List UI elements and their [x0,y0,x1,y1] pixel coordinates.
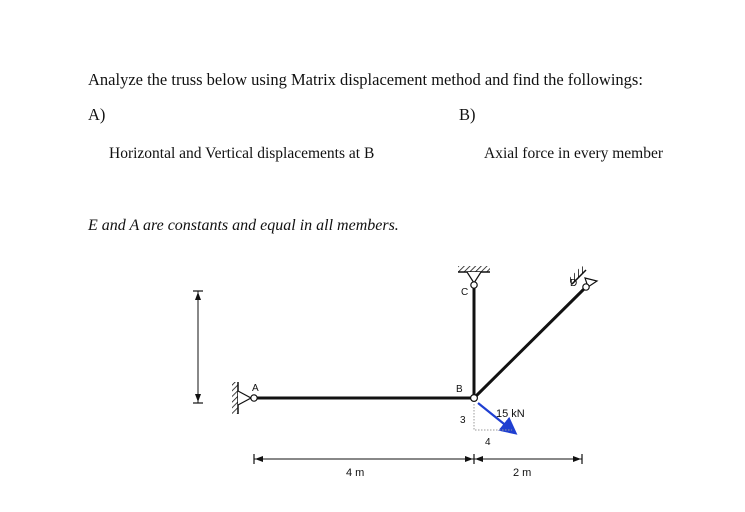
part-b-text: Axial force in every member [484,145,664,162]
material-note: E and A are constants and equal in all members. [88,217,399,234]
node-label-b: B [456,384,463,395]
right-span-label: 2 m [513,467,532,479]
load-label: 15 kN [496,408,525,420]
node-label-c: C [461,287,469,298]
load-ratio-vertical: 3 [460,415,466,426]
part-b-label: B) [459,105,476,124]
pin-support-c [458,266,490,288]
node-label-d: D [570,278,578,289]
height-dimension [193,291,203,403]
joint-b [471,395,478,402]
member-bd [474,287,586,398]
left-span-label: 4 m [346,467,365,479]
part-a-label: A) [88,105,106,124]
node-label-a: A [252,383,259,394]
part-a-text: Horizontal and Vertical displacements at B [109,145,375,162]
load-ratio-horizontal: 4 [485,437,491,448]
question-title: Analyze the truss below using Matrix displacement method and find the followings: [88,70,643,89]
span-dimension [254,454,582,464]
